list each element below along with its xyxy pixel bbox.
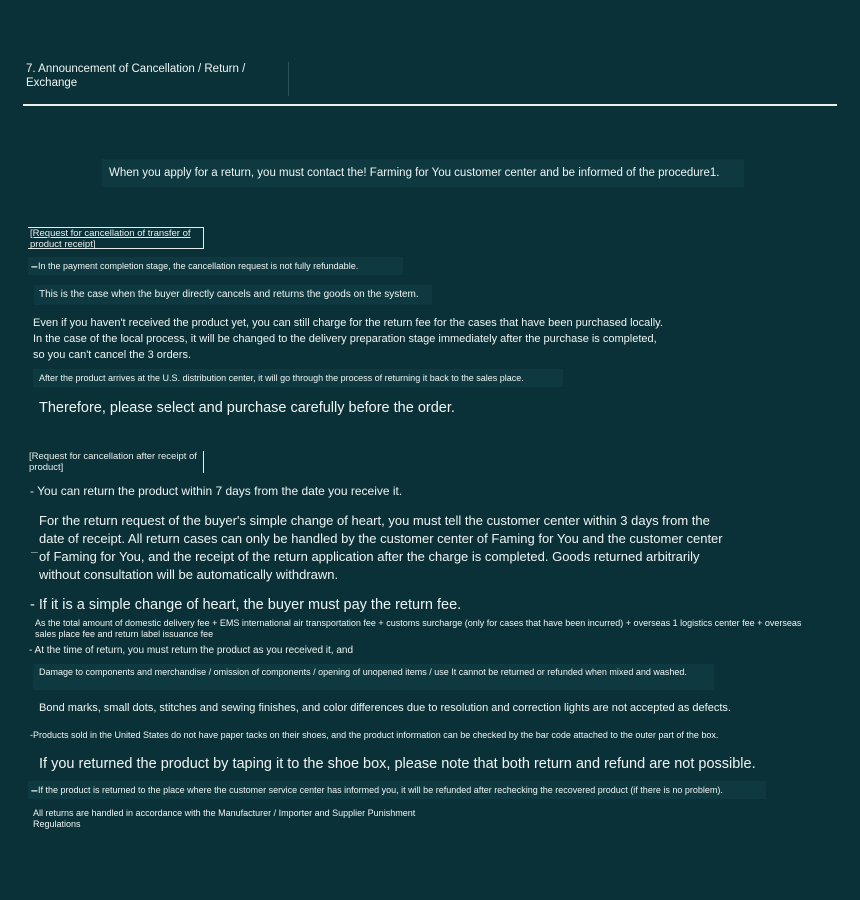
section2-p3: - If it is a simple change of heart, the buyer must pay the return fee.: [30, 597, 462, 613]
dash-marker: –: [31, 259, 38, 273]
section1-p4: After the product arrives at the U.S. distribution center, it will go through the process of returning it back to the sales place.: [33, 369, 563, 387]
section2-heading: [Request for cancellation after receipt of product]: [28, 451, 204, 473]
section1-p1: In the payment completion stage, the cancellation request is not fully refundable.: [38, 261, 359, 271]
section2-p4: As the total amount of domestic delivery fee + EMS international air transportation fee + customs surcharge (only for cases that have been incurred) + overseas 1 logistics center fee + overseas sales place fee and return label issuance fee: [35, 618, 802, 639]
section2-p2: For the return request of the buyer's simple change of heart, you must tell the customer center within 3 days from the date of receipt. All return cases can only be handled by the customer center of Faming for You and the customer center of Faming for You, and the receipt of the return application after the charge is completed. Goods returned arbitrarily without consultation will be automatically withdrawn.: [39, 513, 723, 582]
intro-text: When you apply for a return, you must contact the! Farming for You customer center and be informed of the procedure1.: [102, 159, 744, 187]
section1-heading: [Request for cancellation of transfer of product receipt]: [30, 228, 191, 250]
section1-p3-line2: In the case of the local process, it will be changed to the delivery preparation stage immediately after the purchase is completed,: [33, 333, 657, 345]
section1-p1-block: [28, 257, 403, 275]
dash-marker: –: [31, 783, 38, 797]
section1-p3-line3: so you can't cancel the 3 orders.: [33, 349, 192, 361]
section2-p11: All returns are handled in accordance with the Manufacturer / Importer and Supplier Punishment Regulations: [33, 808, 416, 829]
section2-p9: If you returned the product by taping it to the shoe box, please note that both return and refund are not possible.: [39, 756, 756, 772]
section2-p7: Bond marks, small dots, stitches and sewing finishes, and color differences due to resolution and correction lights are not accepted as defects.: [39, 702, 731, 714]
section1-p2: This is the case when the buyer directly cancels and returns the goods on the system.: [34, 285, 432, 305]
section2-p6: Damage to components and merchandise / omission of components / opening of unopened items / use It cannot be returned or refunded when mixed and washed.: [33, 664, 714, 690]
dash-marker: _: [31, 540, 38, 554]
section2-p5: - At the time of return, you must return the product as you received it, and: [29, 645, 354, 656]
section1-heading-box: [28, 227, 204, 249]
section2-p8: -Products sold in the United States do not have paper tacks on their shoes, and the product information can be checked by the bar code attached to the outer part of the box.: [30, 730, 719, 740]
section1-p3-line1: Even if you haven't received the product yet, you can still charge for the return fee for the cases that have been purchased locally.: [33, 317, 663, 329]
section1-p5: Therefore, please select and purchase carefully before the order.: [39, 400, 455, 416]
section2-p10-block: [28, 781, 766, 799]
title-divider: [23, 104, 837, 106]
section2-p1: - You can return the product within 7 days from the date you receive it.: [30, 484, 403, 498]
section2-p10: If the product is returned to the place where the customer service center has informed you, it will be refunded after rechecking the recovered product (if there is no problem).: [38, 785, 723, 795]
section-title: 7. Announcement of Cancellation / Return / Exchange: [26, 62, 289, 96]
